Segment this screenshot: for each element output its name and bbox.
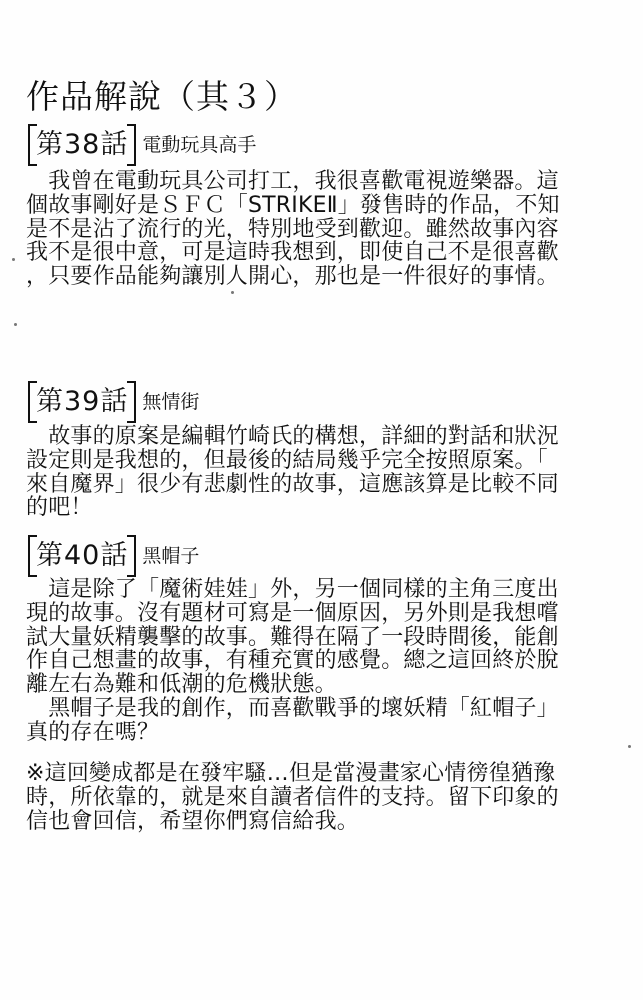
chapter-header-40 [28,539,199,573]
chapter-number-label: 第38話 [28,128,136,162]
chapter-subtitle: 電動玩具高手 [142,134,257,156]
scan-speck [231,291,234,294]
chapter-40-body: 這是除了「魔術娃娃」外，另一個同樣的主角三度出 現的故事。沒有題材可寫是一個原因，另外則是我想嚐 試大量妖精襲擊的故事。難得在隔了一段時間後，能創 作自己想畫的故事，有種充實的感覺。總之這回終於脫 離左右為難和低潮的危機狀態。 黑帽子是我的創作，而喜歡戰爭的壞妖精「紅帽子」 真的存在嗎？ [26,577,559,745]
chapter-header-39 [28,385,199,419]
chapter-header-38 [28,128,256,162]
chapter-subtitle: 黑帽子 [142,545,200,567]
scan-speck [14,323,17,326]
chapter-39-body: 故事的原案是編輯竹崎氏的構想，詳細的對話和狀況 設定則是我想的，但最後的結局幾乎完全按照原案。「 來自魔界」很少有悲劇性的故事，這應該算是比較不同 的吧！ [26,424,559,521]
chapter-number-label: 第39話 [28,385,136,419]
scan-speck [628,745,631,748]
chapter-subtitle: 無情街 [142,391,200,413]
chapter-38-body: 我曾在電動玩具公司打工，我很喜歡電視遊樂器。這 個故事剛好是ＳＦＣ「STRIKEⅡ」發售時的作品，不知 是不是沾了流行的光，特別地受到歡迎。雖然故事內容 我不是很中意，可是這時我想到，即使自己不是很喜歡 ，只要作品能夠讓別人開心，那也是一件很好的事情。 [26,169,560,290]
chapter-number-label: 第40話 [28,539,136,573]
page-title: 作品解說（其３） [26,77,298,116]
postscript: ※這回變成都是在發牢騷…但是當漫畫家心情徬徨猶豫 時，所依靠的，就是來自讀者信件的支持。留下印象的 信也會回信，希望你們寫信給我。 [26,761,559,834]
scan-speck [12,258,15,261]
